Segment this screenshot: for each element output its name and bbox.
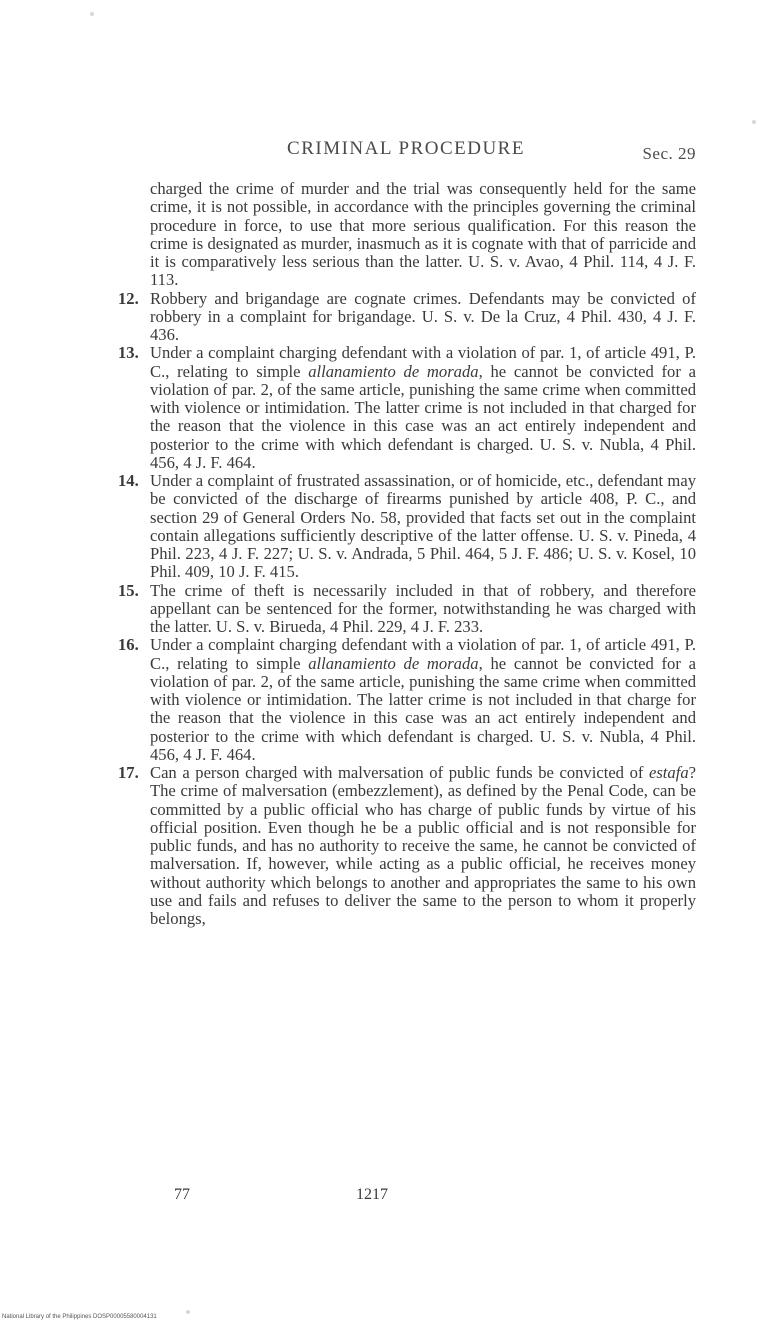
paragraph-text: ? The crime of malversation (embezzlement), as defined by the Penal Code, can be committed by a public official who has charge of public funds by virtue of his official position. Even though he be a public official and is not responsible for public funds, and has no authority to receive the same, he cannot be convicted of malversation. If, however, while acting as a public official, he receives money without authority which belongs to another and appropriates the same to his own use and fails and refuses to deliver the same to the person to whom it properly belongs, [150,763,696,928]
scan-speck [752,120,756,124]
numbered-paragraph [118,636,696,764]
continuation-paragraph: charged the crime of murder and the trial was consequently held for the same crime, it is not possible, in accordance with the principles governing the criminal procedure in force, to use that more serious qualification. For this reason the crime is designated as murder, inasmuch as it is cognate with that of parricide and it is comparatively less serious than the latter. U. S. v. Avao, 4 Phil. 114, 4 J. F. 113. [150,179,696,290]
paragraph-text: , he cannot be convicted for a violation of par. 2, of the same article, punishing the same crime when committed with violence or intimidation. The latter crime is not included in that charge for the reason that the violence in this case was an act entirely independent and posterior to the crime with which defendant is charged. U. S. v. Nubla, 4 Phil. 456, 4 J. F. 464. [150,653,696,764]
running-title: CRIMINAL PROCEDURE [287,138,525,159]
paragraph-number: 14. [118,471,139,490]
page-number: 1217 [356,1186,388,1203]
paragraph-text: Under a complaint charging defendant with a violation of par. 1, of article 491, P. C., relating to simple [150,343,696,381]
scan-speck [90,12,94,16]
numbered-paragraph [118,472,696,582]
signature-mark: 77 [174,1186,190,1203]
numbered-paragraph [118,582,696,637]
paragraph-text: Under a complaint of frustrated assassination, or of homicide, etc., defendant may be convicted of the discharge of firearms punished by article 408, P. C., and section 29 of General Orders No. 58, provided that facts set out in the complaint contain allegations sufficiently descriptive of the latter offense. U. S. v. Pineda, 4 Phil. 223, 4 J. F. 227; U. S. v. Andrada, 5 Phil. 464, 5 J. F. 486; U. S. v. Kosel, 10 Phil. 409, 10 J. F. 415. [150,471,696,582]
paragraph-number: 15. [118,580,139,600]
italic-term: estafa [648,763,689,782]
numbered-paragraph [118,764,696,928]
paragraph-number: 12. [118,288,139,308]
paragraph-text: , he cannot be convicted for a violation of par. 2, of the same article, punishing the same crime when committed with violence or intimidation. The latter crime is not included in that charged for the reason that the violence in this case was an act entirely independent and posterior to the crime with which defendant is charged. U. S. v. Nubla, 4 Phil. 456, 4 J. F. 464. [150,361,696,472]
paragraph-number: 13. [118,343,139,363]
scan-speck [186,1310,190,1314]
italic-term: allanamiento de morada [308,361,479,381]
paragraph-text: Under a complaint charging defendant with a violation of par. 1, of article 491, P. C., relating to simple [150,635,696,673]
paragraph-text: The crime of theft is necessarily included in that of robbery, and therefore appellant can be sentenced for the former, notwithstanding he was charged with the latter. U. S. v. Birueda, 4 Phil. 229, 4 J. F. 233. [150,580,696,636]
italic-term: allanamiento de morada [308,653,479,673]
paragraph-number: 17. [118,763,139,782]
numbered-paragraph [118,290,696,345]
paragraph-text: Can a person charged with malversation of public funds be convicted of [150,763,649,782]
numbered-paragraph [118,344,696,472]
paragraph-list [118,290,696,929]
page-footer [174,1186,414,1206]
paragraph-text: Robbery and brigandage are cognate crimes. Defendants may be convicted of robbery in a complaint for brigandage. U. S. v. De la Cruz, 4 Phil. 430, 4 J. F. 436. [150,288,696,344]
archive-watermark: National Library of the Philippines DOSP00005580004131 [2,1314,157,1320]
section-number: Sec. 29 [642,144,696,163]
paragraph-number: 16. [118,635,139,655]
running-header [116,136,696,166]
body-text [118,180,696,928]
